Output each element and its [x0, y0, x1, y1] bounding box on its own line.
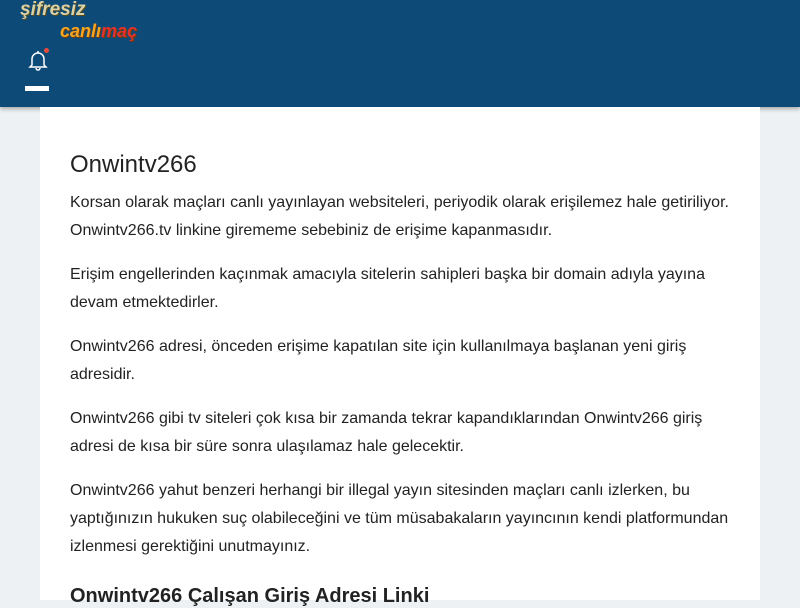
menu-toggle-button[interactable]: [25, 86, 49, 91]
article-paragraph: Onwintv266 gibi tv siteleri çok kısa bir zamanda tekrar kapandıklarından Onwintv266 giriş adresi de kısa bir süre sonra ulaşılamaz hale gelecektir.: [70, 410, 703, 455]
logo-part-b: maç: [101, 21, 138, 41]
logo-line2: [60, 21, 137, 41]
site-logo[interactable]: [20, 0, 170, 42]
article-card: [40, 107, 760, 607]
article-paragraph: Korsan olarak maçları canlı yayınlayan websiteleri, periyodik olarak erişilemez hale getiriliyor. Onwintv266.tv linkine girememe sebebiniz de erişime kapanmasıdır.: [70, 194, 729, 239]
article-paragraph: Erişim engellerinden kaçınmak amacıyla sitelerin sahipleri başka bir domain adıyla yayına devam etmektedirler.: [70, 266, 705, 311]
notification-dot: [44, 48, 49, 53]
logo-line1: şifresiz: [20, 0, 86, 20]
section-heading: Onwintv266 Çalışan Giriş Adresi Linki: [70, 585, 430, 607]
article-paragraph: Onwintv266 yahut benzeri herhangi bir illegal yayın sitesinden maçları canlı izlerken, bu yaptığınızın hukuken suç olabileceğini ve tüm müsabakaların yayıncının kendi platformundan izlenmesi gerektiğini unutmayınız.: [70, 482, 729, 555]
page-title: Onwintv266: [70, 151, 197, 178]
site-header: [0, 0, 800, 107]
article-paragraph: Onwintv266 adresi, önceden erişime kapatılan site için kullanılmaya başlanan yeni giriş adresidir.: [70, 338, 687, 383]
logo-part-a: canlı: [60, 21, 102, 41]
